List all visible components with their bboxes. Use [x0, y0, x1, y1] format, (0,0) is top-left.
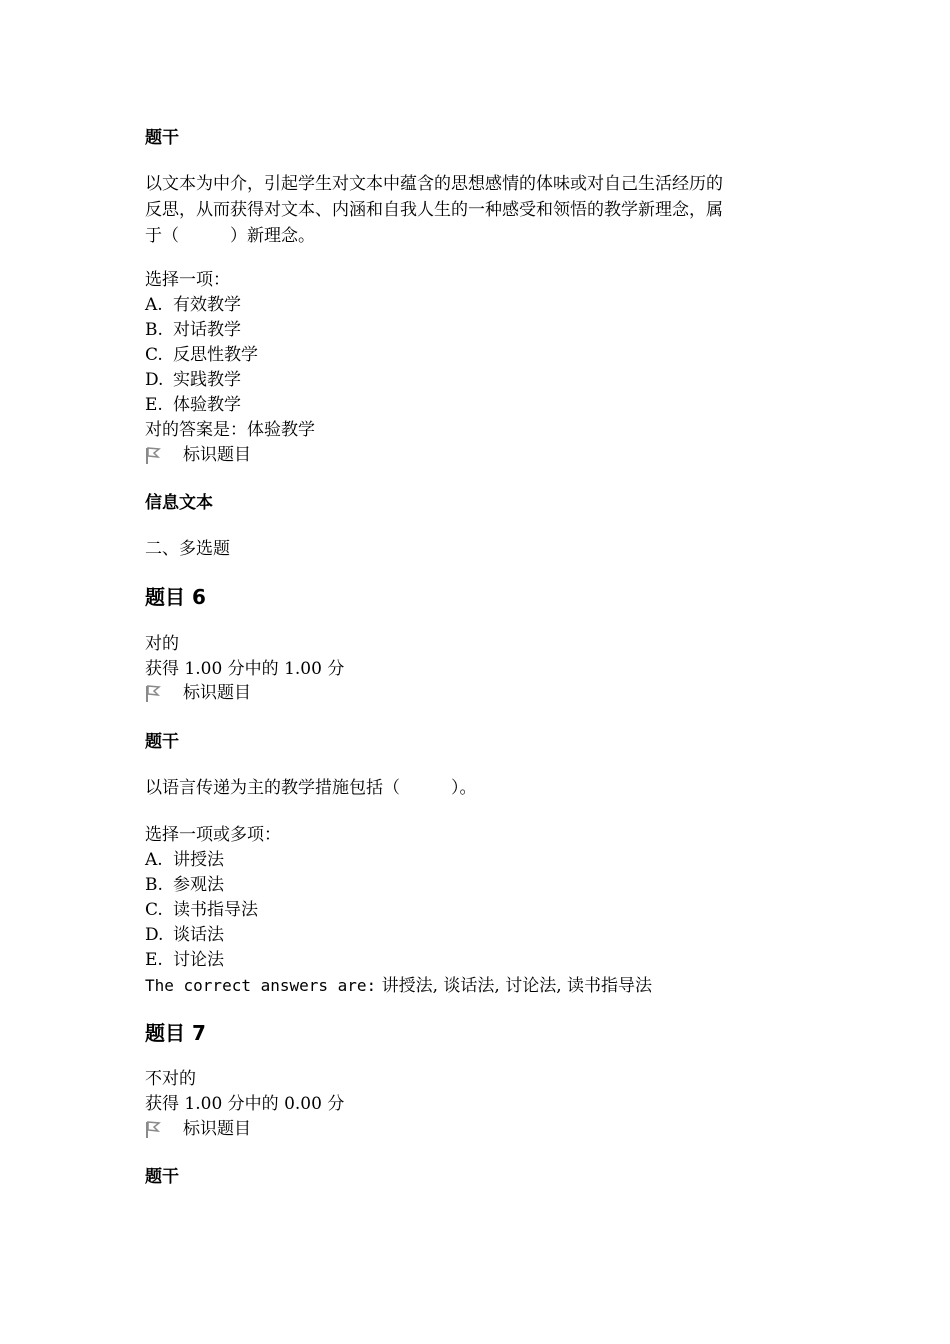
option-letter: D.: [145, 925, 164, 945]
option-text: 谈话法: [173, 925, 224, 945]
flag-icon: [145, 1121, 161, 1139]
option-letter: B.: [145, 320, 163, 340]
option-a[interactable]: [145, 848, 224, 873]
option-letter: C.: [145, 345, 163, 365]
option-text: 有效教学: [173, 295, 241, 315]
stem-line: 以文本为中介，引起学生对文本中蕴含的思想感情的体味或对自己生活经历的: [145, 174, 723, 194]
question-title: 题目 7: [145, 1021, 206, 1045]
question-score: 获得 1.00 分中的 1.00 分: [145, 659, 345, 679]
option-e[interactable]: [145, 393, 241, 418]
question-status: 对的: [145, 634, 179, 654]
option-letter: B.: [145, 875, 163, 895]
option-d[interactable]: [145, 923, 224, 948]
option-text: 讨论法: [173, 950, 224, 970]
option-b[interactable]: [145, 318, 241, 343]
stem-line: 反思，从而获得对文本、内涵和自我人生的一种感受和领悟的教学新理念，属: [145, 200, 723, 220]
flag-label: 标识题目: [183, 683, 251, 703]
option-text: 反思性教学: [173, 345, 258, 365]
option-text: 对话教学: [173, 320, 241, 340]
option-text: 参观法: [173, 875, 224, 895]
question-status: 不对的: [145, 1069, 196, 1089]
flag-question-button[interactable]: [145, 443, 251, 468]
info-text: 二、多选题: [145, 539, 230, 559]
flag-label: 标识题目: [183, 445, 251, 465]
question-title: 题目 6: [145, 585, 206, 609]
option-text: 体验教学: [173, 395, 241, 415]
question-stem: [145, 171, 805, 249]
option-letter: D.: [145, 370, 164, 390]
choice-prompt: 选择一项：: [145, 270, 230, 290]
flag-question-button[interactable]: [145, 1117, 251, 1142]
stem-heading: 题干: [145, 128, 179, 148]
option-letter: E.: [145, 395, 163, 415]
choice-prompt: 选择一项或多项：: [145, 825, 281, 845]
option-letter: E.: [145, 950, 163, 970]
option-c[interactable]: [145, 343, 258, 368]
option-text: 读书指导法: [173, 900, 258, 920]
flag-question-button[interactable]: [145, 681, 251, 706]
answer-list: 讲授法, 谈话法, 讨论法, 读书指导法: [381, 976, 653, 996]
option-d[interactable]: [145, 368, 241, 393]
stem-line: 于（ ）新理念。: [145, 226, 315, 246]
flag-icon: [145, 685, 161, 703]
stem-heading: 题干: [145, 732, 179, 752]
answer-prefix: The correct answers are:: [145, 976, 377, 995]
option-b[interactable]: [145, 873, 224, 898]
option-letter: A.: [145, 295, 163, 315]
stem-heading: 题干: [145, 1167, 179, 1187]
option-letter: A.: [145, 850, 163, 870]
info-heading: 信息文本: [145, 493, 213, 513]
option-letter: C.: [145, 900, 163, 920]
flag-label: 标识题目: [183, 1119, 251, 1139]
correct-answer: 对的答案是：体验教学: [145, 420, 315, 440]
question-stem: 以语言传递为主的教学措施包括（ ）。: [145, 778, 477, 798]
option-e[interactable]: [145, 948, 224, 973]
flag-icon: [145, 447, 161, 465]
option-a[interactable]: [145, 293, 241, 318]
correct-answers: [145, 973, 652, 999]
option-c[interactable]: [145, 898, 258, 923]
question-score: 获得 1.00 分中的 0.00 分: [145, 1094, 345, 1114]
option-text: 实践教学: [173, 370, 241, 390]
option-text: 讲授法: [173, 850, 224, 870]
